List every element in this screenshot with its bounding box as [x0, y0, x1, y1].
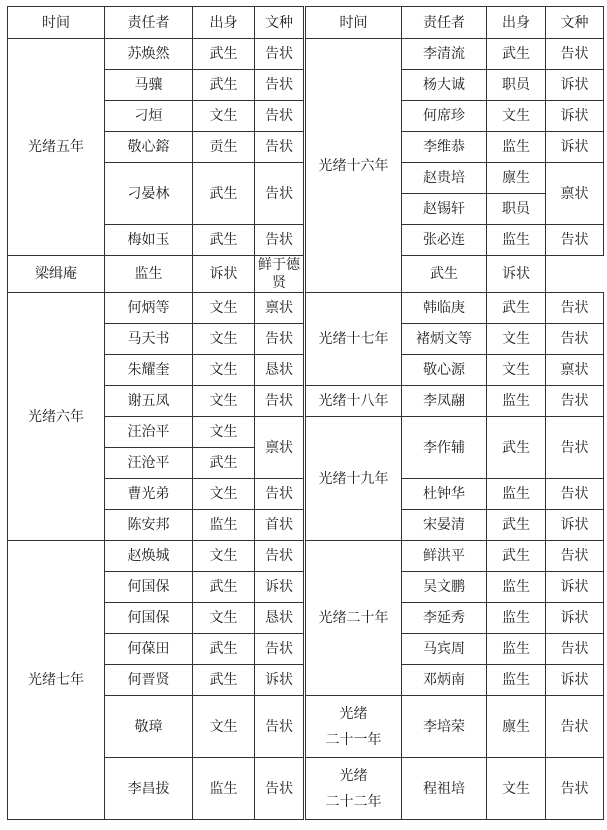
origin-cell: 文生 [193, 696, 255, 758]
origin-cell: 武生 [193, 665, 255, 696]
origin-cell: 文生 [193, 293, 255, 324]
doc-type-cell: 告状 [255, 696, 305, 758]
doc-type-cell: 告状 [546, 696, 604, 758]
origin-cell: 武生 [487, 417, 546, 479]
doc-type-cell: 告状 [546, 324, 604, 355]
period-cell: 光绪五年 [8, 39, 105, 256]
person-cell: 何晋贤 [105, 665, 193, 696]
doc-type-cell: 告状 [546, 225, 604, 256]
origin-cell: 文生 [193, 101, 255, 132]
person-cell: 李作辅 [402, 417, 487, 479]
origin-cell: 监生 [487, 225, 546, 256]
doc-type-cell: 禀状 [546, 355, 604, 386]
period-cell [305, 696, 402, 758]
origin-cell: 武生 [193, 572, 255, 603]
origin-cell: 监生 [193, 510, 255, 541]
doc-type-cell: 诉状 [255, 665, 305, 696]
doc-type-cell: 恳状 [255, 603, 305, 634]
origin-cell: 武生 [193, 39, 255, 70]
header-doc-type-2: 文种 [546, 7, 604, 39]
origin-cell: 武生 [193, 634, 255, 665]
person-cell: 褚炳文等 [402, 324, 487, 355]
doc-type-cell: 告状 [546, 39, 604, 70]
period-line: 二十二年 [325, 793, 382, 810]
doc-type-cell: 诉状 [546, 132, 604, 163]
doc-type-cell: 诉状 [546, 603, 604, 634]
doc-type-cell: 禀状 [255, 417, 305, 479]
person-cell: 何炳等 [105, 293, 193, 324]
person-cell: 吴文鹏 [402, 572, 487, 603]
header-row [8, 7, 604, 39]
origin-cell: 文生 [193, 479, 255, 510]
period-cell [305, 758, 402, 820]
doc-type-cell: 诉状 [546, 70, 604, 101]
origin-cell: 文生 [193, 386, 255, 417]
doc-type-cell: 告状 [255, 324, 305, 355]
header-time-2: 时间 [305, 7, 402, 39]
period-cell: 光绪十七年 [305, 293, 402, 386]
doc-type-cell: 告状 [255, 634, 305, 665]
person-cell: 杜钟华 [402, 479, 487, 510]
period-cell: 光绪二十年 [305, 541, 402, 696]
origin-cell: 武生 [193, 70, 255, 101]
origin-cell: 文生 [487, 758, 546, 820]
origin-cell: 文生 [487, 324, 546, 355]
origin-cell: 武生 [487, 39, 546, 70]
person-cell: 马天书 [105, 324, 193, 355]
origin-cell: 监生 [105, 256, 193, 293]
doc-type-cell: 告状 [546, 417, 604, 479]
person-cell: 何席珍 [402, 101, 487, 132]
doc-type-cell: 告状 [546, 634, 604, 665]
origin-cell: 文生 [193, 355, 255, 386]
table-row [8, 39, 604, 70]
person-cell: 马宾周 [402, 634, 487, 665]
person-cell: 朱耀奎 [105, 355, 193, 386]
origin-cell: 监生 [487, 665, 546, 696]
person-cell: 李清流 [402, 39, 487, 70]
origin-cell: 贡生 [193, 132, 255, 163]
person-cell: 梅如玉 [105, 225, 193, 256]
records-table [7, 6, 604, 820]
doc-type-cell: 告状 [255, 39, 305, 70]
doc-type-cell: 诉状 [546, 665, 604, 696]
doc-type-cell: 告状 [255, 163, 305, 225]
table-row [8, 541, 604, 572]
person-cell: 苏焕然 [105, 39, 193, 70]
period-line: 二十一年 [325, 731, 382, 748]
person-cell: 杨大诚 [402, 70, 487, 101]
header-doc-type: 文种 [255, 7, 305, 39]
person-cell: 汪治平 [105, 417, 193, 448]
person-cell: 李培荣 [402, 696, 487, 758]
origin-cell: 武生 [193, 225, 255, 256]
doc-type-cell: 告状 [255, 758, 305, 820]
person-cell: 程祖培 [402, 758, 487, 820]
origin-cell: 武生 [487, 293, 546, 324]
origin-cell: 职员 [487, 194, 546, 225]
person-cell: 赵贵培 [402, 163, 487, 194]
origin-cell: 文生 [193, 541, 255, 572]
person-cell: 鲜洪平 [402, 541, 487, 572]
person-cell: 李延秀 [402, 603, 487, 634]
person-cell: 汪沧平 [105, 448, 193, 479]
doc-type-cell: 告状 [255, 386, 305, 417]
person-cell: 谢五凤 [105, 386, 193, 417]
person-cell: 鲜于德贤 [255, 256, 305, 293]
header-person: 责任者 [105, 7, 193, 39]
person-cell: 韩临庚 [402, 293, 487, 324]
origin-cell: 监生 [487, 479, 546, 510]
person-cell: 陈安邦 [105, 510, 193, 541]
doc-type-cell: 告状 [546, 386, 604, 417]
person-cell: 李昌拔 [105, 758, 193, 820]
doc-type-cell: 恳状 [255, 355, 305, 386]
origin-cell: 文生 [193, 603, 255, 634]
doc-type-cell: 告状 [255, 541, 305, 572]
person-cell: 赵焕城 [105, 541, 193, 572]
origin-cell: 廪生 [487, 696, 546, 758]
origin-cell: 监生 [487, 386, 546, 417]
doc-type-cell: 告状 [255, 479, 305, 510]
doc-type-cell: 诉状 [255, 572, 305, 603]
person-cell: 宋晏清 [402, 510, 487, 541]
origin-cell: 武生 [487, 541, 546, 572]
person-cell: 何国保 [105, 572, 193, 603]
person-cell: 刁晏林 [105, 163, 193, 225]
header-origin: 出身 [193, 7, 255, 39]
person-cell: 梁缉庵 [8, 256, 105, 293]
origin-cell: 武生 [402, 256, 487, 293]
period-cell: 光绪七年 [8, 541, 105, 820]
period-cell: 光绪六年 [8, 293, 105, 541]
period-cell: 光绪十九年 [305, 417, 402, 541]
origin-cell: 监生 [487, 603, 546, 634]
origin-cell: 职员 [487, 70, 546, 101]
origin-cell: 文生 [193, 417, 255, 448]
doc-type-cell: 告状 [546, 541, 604, 572]
doc-type-cell: 告状 [546, 293, 604, 324]
doc-type-cell: 告状 [255, 101, 305, 132]
header-person-2: 责任者 [402, 7, 487, 39]
person-cell: 何葆田 [105, 634, 193, 665]
origin-cell: 监生 [487, 572, 546, 603]
origin-cell: 文生 [487, 355, 546, 386]
period-cell: 光绪十八年 [305, 386, 402, 417]
period-line: 光绪 [339, 767, 368, 784]
person-cell: 曹光弟 [105, 479, 193, 510]
person-cell: 李维恭 [402, 132, 487, 163]
person-cell: 刁烜 [105, 101, 193, 132]
origin-cell: 武生 [193, 163, 255, 225]
doc-type-cell: 告状 [546, 479, 604, 510]
origin-cell: 文生 [487, 101, 546, 132]
doc-type-cell: 告状 [255, 132, 305, 163]
person-cell: 李凤翮 [402, 386, 487, 417]
doc-type-cell: 诉状 [487, 256, 546, 293]
person-cell: 何国保 [105, 603, 193, 634]
doc-type-cell: 诉状 [193, 256, 255, 293]
person-cell: 马骧 [105, 70, 193, 101]
origin-cell: 监生 [487, 634, 546, 665]
origin-cell: 监生 [487, 132, 546, 163]
doc-type-cell: 首状 [255, 510, 305, 541]
header-time: 时间 [8, 7, 105, 39]
header-origin-2: 出身 [487, 7, 546, 39]
doc-type-cell: 禀状 [546, 163, 604, 225]
origin-cell: 武生 [193, 448, 255, 479]
person-cell: 邓炳南 [402, 665, 487, 696]
origin-cell: 文生 [193, 324, 255, 355]
origin-cell: 廪生 [487, 163, 546, 194]
doc-type-cell: 诉状 [546, 510, 604, 541]
doc-type-cell: 告状 [546, 758, 604, 820]
person-cell: 敬心鎔 [105, 132, 193, 163]
doc-type-cell: 诉状 [546, 101, 604, 132]
table-row [8, 293, 604, 324]
doc-type-cell: 禀状 [255, 293, 305, 324]
doc-type-cell: 诉状 [546, 572, 604, 603]
period-cell: 光绪十六年 [305, 39, 402, 293]
origin-cell: 武生 [487, 510, 546, 541]
period-line: 光绪 [339, 705, 368, 722]
person-cell: 赵锡轩 [402, 194, 487, 225]
doc-type-cell: 告状 [255, 70, 305, 101]
doc-type-cell: 告状 [255, 225, 305, 256]
person-cell: 敬璋 [105, 696, 193, 758]
person-cell: 张必连 [402, 225, 487, 256]
origin-cell: 监生 [193, 758, 255, 820]
person-cell: 敬心源 [402, 355, 487, 386]
